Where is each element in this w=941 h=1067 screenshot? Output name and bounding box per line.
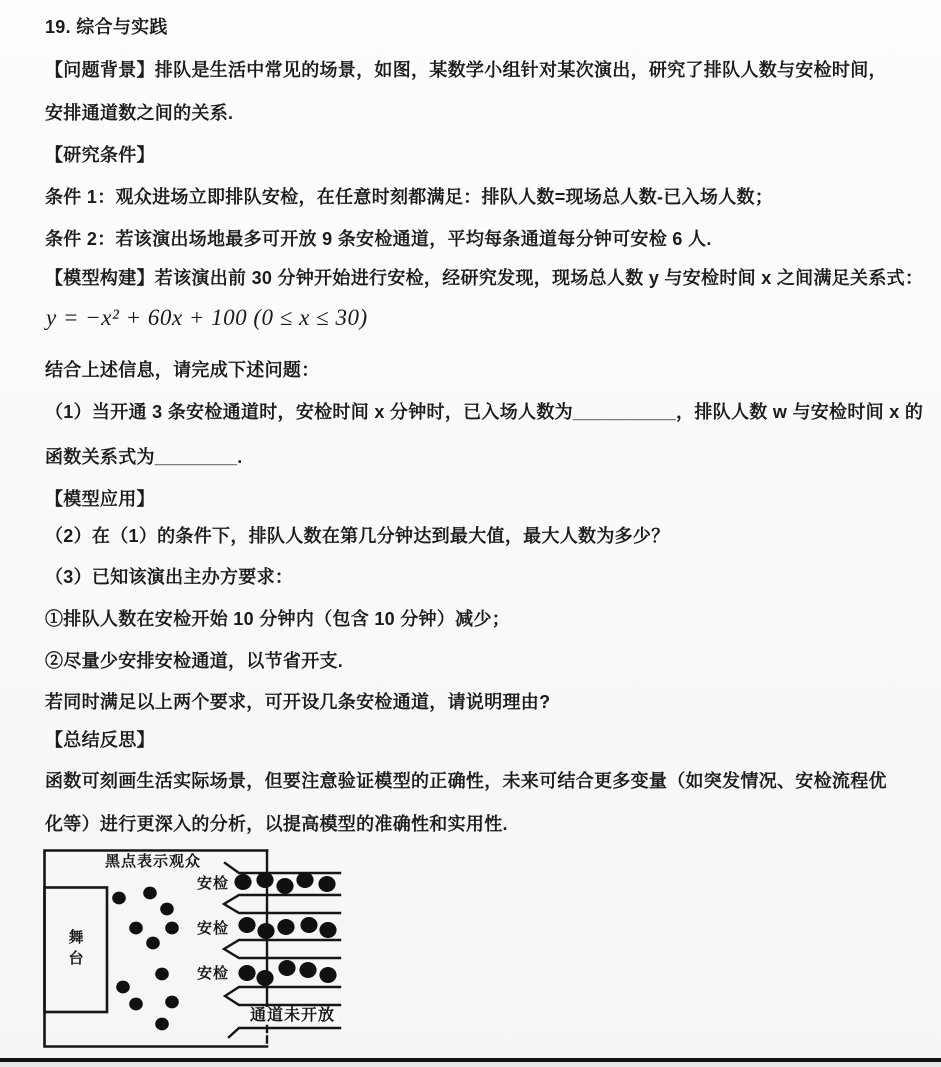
condition-1: 条件 1：观众进场立即排队安检，在任意时刻都满足：排队人数=现场总人数-已入场人数； <box>45 187 774 207</box>
question-1-line-1: （1）当开通 3 条安检通道时，安检时间 x 分钟时，已入场人数为__________，排队人数 w 与安检时间 x 的 <box>45 402 924 422</box>
question-1-line-2: 函数关系式为________. <box>45 447 243 467</box>
stage-label: 舞台 <box>66 928 84 971</box>
audience-dot <box>129 922 143 935</box>
audience-dot <box>116 981 130 994</box>
audience-dot <box>129 998 143 1011</box>
queue-dot <box>256 872 273 888</box>
security-check-label-1: 安检 <box>197 875 230 892</box>
audience-dot <box>165 922 179 935</box>
reflection-header: 【总结反思】 <box>45 730 155 750</box>
background-line-2: 安排通道数之间的关系. <box>45 103 234 123</box>
reflection-line-1: 函数可刻画生活实际场景，但要注意验证模型的正确性，未来可结合更多变量（如突发情况、安检流程优 <box>45 771 887 791</box>
queue-dot <box>296 872 313 888</box>
queue-dot <box>299 962 316 978</box>
requirement-2: ②尽量少安排安检通道，以节省开支. <box>45 651 344 671</box>
queue-dot <box>319 922 336 938</box>
queue-dot <box>234 874 251 890</box>
audience-dot <box>160 903 174 916</box>
channel-wall-bottom <box>229 1028 340 1037</box>
channel-divider-3 <box>225 987 340 1005</box>
research-conditions-header: 【研究条件】 <box>45 145 155 165</box>
queue-dot <box>278 960 295 976</box>
queue-dot <box>300 917 317 933</box>
model-building-line: 【模型构建】若该演出前 30 分钟开始进行安检，经研究发现，现场总人数 y 与安检时间 x 之间满足关系式： <box>45 268 924 288</box>
requirement-1: ①排队人数在安检开始 10 分钟内（包含 10 分钟）减少； <box>45 609 511 629</box>
queue-dot <box>257 923 274 939</box>
audience-dot <box>155 1018 169 1031</box>
queue-dot <box>318 876 335 892</box>
audience-dot <box>165 996 179 1009</box>
quadratic-formula: y = −x² + 60x + 100 (0 ≤ x ≤ 30) <box>46 305 368 330</box>
page-bottom-shade <box>0 1062 941 1067</box>
channel-divider-2 <box>224 940 340 958</box>
reflection-line-2: 化等）进行更深入的分析，以提高模型的准确性和实用性. <box>45 814 508 834</box>
security-check-label-3: 安检 <box>197 965 230 982</box>
channel-closed-label: 通道未开放 <box>250 1007 336 1024</box>
channel-divider-1 <box>224 895 340 913</box>
audience-dot <box>112 892 126 905</box>
audience-dot <box>146 937 160 950</box>
audience-dot <box>155 968 169 981</box>
question-2-line: （2）在（1）的条件下，排队人数在第几分钟达到最大值，最大人数为多少？ <box>45 526 670 546</box>
queue-dot <box>238 917 255 933</box>
queue-dot <box>238 965 255 981</box>
queue-dot <box>319 967 336 983</box>
question-3-line: （3）已知该演出主办方要求： <box>45 567 294 587</box>
question-3-end: 若同时满足以上两个要求，可开设几条安检通道，请说明理由? <box>45 692 551 712</box>
channel-wall-top <box>225 863 340 873</box>
condition-2: 条件 2：若该演出场地最多可开放 9 条安检通道，平均每条通道每分钟可安检 6 人. <box>45 229 712 249</box>
queue-dot <box>256 970 273 986</box>
queue-diagram <box>43 849 345 1049</box>
question-number: 19. 综合与实践 <box>45 17 168 37</box>
background-line-1: 【问题背景】排队是生活中常见的场景，如图，某数学小组针对某次演出，研究了排队人数与安检时间， <box>45 60 887 80</box>
queue-dot <box>276 878 293 894</box>
model-application-header: 【模型应用】 <box>45 489 155 509</box>
combine-info-line: 结合上述信息，请完成下述问题： <box>45 360 320 380</box>
legend-label: 黑点表示观众 <box>105 853 202 870</box>
security-check-label-2: 安检 <box>197 920 230 937</box>
audience-dot <box>143 887 157 900</box>
queue-dot <box>277 919 294 935</box>
